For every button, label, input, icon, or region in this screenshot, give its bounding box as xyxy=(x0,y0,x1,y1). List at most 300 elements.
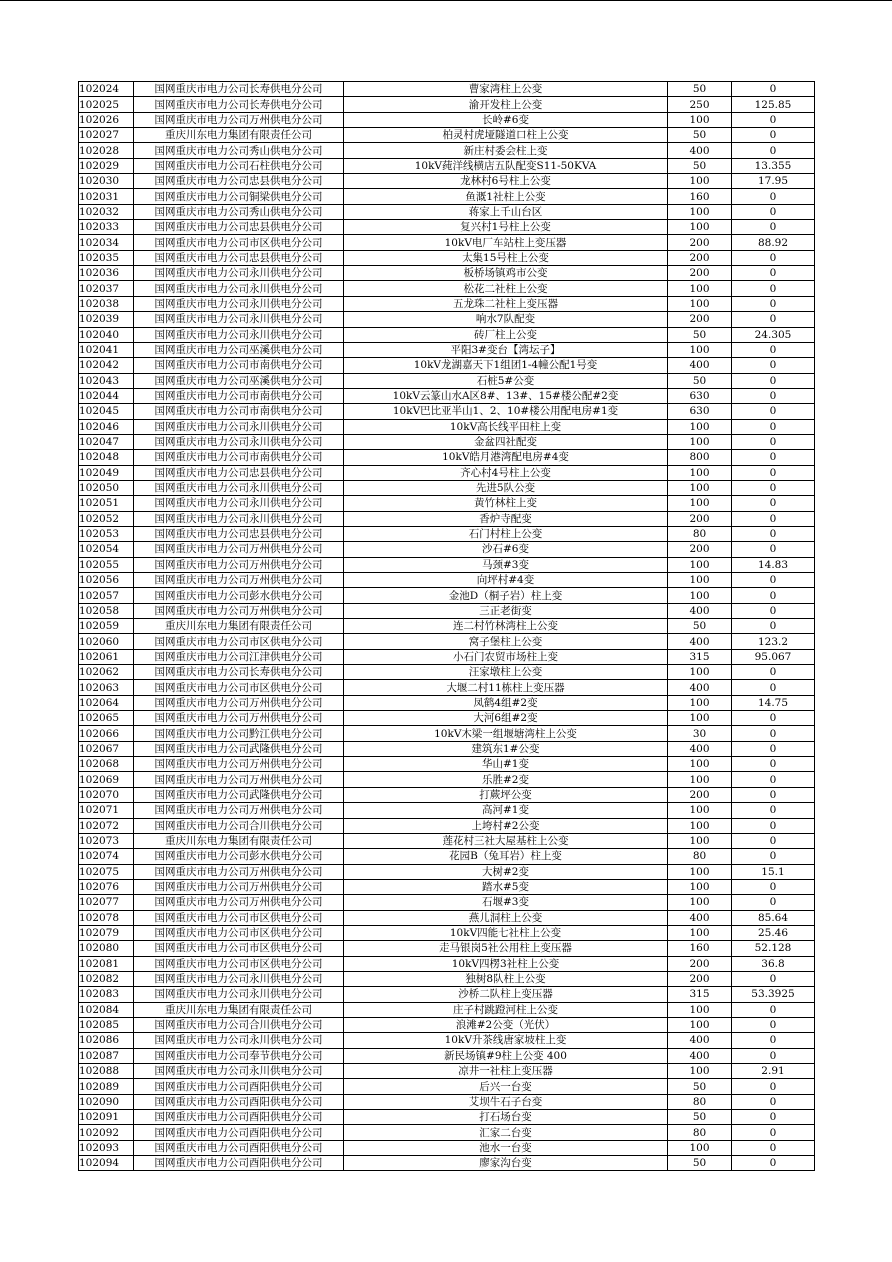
transformer-name-cell: 凉井一社柱上变压器 xyxy=(344,1064,668,1079)
record-id-cell: 102055 xyxy=(79,557,134,572)
table-row xyxy=(79,496,815,511)
company-cell: 国网重庆市电力公司永川供电分公司 xyxy=(134,496,344,511)
transformer-name-cell: 黄竹林柱上变 xyxy=(344,496,668,511)
transformer-name-cell: 曹家湾柱上公变 xyxy=(344,82,668,97)
company-cell: 国网重庆市电力公司市区供电分公司 xyxy=(134,680,344,695)
capacity-cell: 400 xyxy=(668,910,732,925)
capacity-cell: 100 xyxy=(668,296,732,311)
transformer-name-cell: 砖厂柱上公变 xyxy=(344,327,668,342)
load-cell: 0 xyxy=(732,542,815,557)
capacity-cell: 100 xyxy=(668,434,732,449)
load-cell: 0 xyxy=(732,373,815,388)
transformer-name-cell: 打石场台变 xyxy=(344,1110,668,1125)
record-id-cell: 102060 xyxy=(79,634,134,649)
record-id-cell: 102031 xyxy=(79,189,134,204)
capacity-cell: 160 xyxy=(668,189,732,204)
load-cell: 0 xyxy=(732,250,815,265)
company-cell: 国网重庆市电力公司市区供电分公司 xyxy=(134,941,344,956)
transformer-name-cell: 向坪村#4变 xyxy=(344,573,668,588)
record-id-cell: 102071 xyxy=(79,803,134,818)
company-cell: 国网重庆市电力公司忠县供电分公司 xyxy=(134,526,344,541)
company-cell: 国网重庆市电力公司永川供电分公司 xyxy=(134,327,344,342)
record-id-cell: 102085 xyxy=(79,1017,134,1032)
transformer-name-cell: 渝开发柱上公变 xyxy=(344,97,668,112)
company-cell: 国网重庆市电力公司永川供电分公司 xyxy=(134,419,344,434)
capacity-cell: 100 xyxy=(668,204,732,219)
transformer-name-cell: 10kV升茶线唐家坡柱上变 xyxy=(344,1033,668,1048)
company-cell: 国网重庆市电力公司市南供电分公司 xyxy=(134,450,344,465)
capacity-cell: 50 xyxy=(668,128,732,143)
record-id-cell: 102091 xyxy=(79,1110,134,1125)
capacity-cell: 100 xyxy=(668,925,732,940)
table-row xyxy=(79,358,815,373)
capacity-cell: 80 xyxy=(668,1094,732,1109)
capacity-cell: 200 xyxy=(668,266,732,281)
table-row xyxy=(79,680,815,695)
record-id-cell: 102059 xyxy=(79,619,134,634)
capacity-cell: 400 xyxy=(668,741,732,756)
record-id-cell: 102024 xyxy=(79,82,134,97)
record-id-cell: 102054 xyxy=(79,542,134,557)
transformer-name-cell: 大树#2变 xyxy=(344,864,668,879)
transformer-name-cell: 廖家沟台变 xyxy=(344,1156,668,1171)
record-id-cell: 102037 xyxy=(79,281,134,296)
capacity-cell: 200 xyxy=(668,511,732,526)
transformer-name-cell: 平阳3#变台【湾坛子】 xyxy=(344,342,668,357)
transformer-name-cell: 10kV巴比亚半山1、2、10#楼公用配电房#1变 xyxy=(344,404,668,419)
transformer-name-cell: 艾坝牛石子台变 xyxy=(344,1094,668,1109)
company-cell: 国网重庆市电力公司忠县供电分公司 xyxy=(134,174,344,189)
capacity-cell: 100 xyxy=(668,588,732,603)
table-row xyxy=(79,1017,815,1032)
page-top-border xyxy=(0,0,892,1)
load-cell: 123.2 xyxy=(732,634,815,649)
company-cell: 国网重庆市电力公司万州供电分公司 xyxy=(134,803,344,818)
transformer-name-cell: 10kV莼洋线横店五队配变S11-50KVA xyxy=(344,158,668,173)
capacity-cell: 100 xyxy=(668,818,732,833)
record-id-cell: 102066 xyxy=(79,726,134,741)
load-cell: 0 xyxy=(732,496,815,511)
company-cell: 国网重庆市电力公司万州供电分公司 xyxy=(134,864,344,879)
table-row xyxy=(79,465,815,480)
table-row xyxy=(79,204,815,219)
table-row xyxy=(79,128,815,143)
company-cell: 国网重庆市电力公司长寿供电分公司 xyxy=(134,82,344,97)
capacity-cell: 80 xyxy=(668,1125,732,1140)
transformer-name-cell: 10kV电厂车站柱上变压器 xyxy=(344,235,668,250)
capacity-cell: 30 xyxy=(668,726,732,741)
company-cell: 国网重庆市电力公司酉阳供电分公司 xyxy=(134,1125,344,1140)
load-cell: 0 xyxy=(732,480,815,495)
load-cell: 0 xyxy=(732,296,815,311)
table-row xyxy=(79,312,815,327)
record-id-cell: 102093 xyxy=(79,1140,134,1155)
transformer-name-cell: 独树8队柱上公变 xyxy=(344,971,668,986)
table-row xyxy=(79,542,815,557)
table-row xyxy=(79,434,815,449)
company-cell: 国网重庆市电力公司永川供电分公司 xyxy=(134,971,344,986)
capacity-cell: 100 xyxy=(668,281,732,296)
capacity-cell: 400 xyxy=(668,680,732,695)
transformer-name-cell: 大河6组#2变 xyxy=(344,711,668,726)
load-cell: 0 xyxy=(732,82,815,97)
capacity-cell: 100 xyxy=(668,220,732,235)
table-row xyxy=(79,557,815,572)
record-id-cell: 102061 xyxy=(79,649,134,664)
load-cell: 0 xyxy=(732,358,815,373)
load-cell: 0 xyxy=(732,526,815,541)
transformer-name-cell: 太集15号柱上公变 xyxy=(344,250,668,265)
load-cell: 0 xyxy=(732,342,815,357)
capacity-cell: 100 xyxy=(668,496,732,511)
transformer-name-cell: 复兴村1号柱上公变 xyxy=(344,220,668,235)
capacity-cell: 200 xyxy=(668,250,732,265)
company-cell: 国网重庆市电力公司忠县供电分公司 xyxy=(134,220,344,235)
load-cell: 0 xyxy=(732,204,815,219)
capacity-cell: 100 xyxy=(668,1002,732,1017)
capacity-cell: 100 xyxy=(668,665,732,680)
company-cell: 国网重庆市电力公司万州供电分公司 xyxy=(134,573,344,588)
record-id-cell: 102041 xyxy=(79,342,134,357)
capacity-cell: 50 xyxy=(668,327,732,342)
table-row xyxy=(79,526,815,541)
table-row xyxy=(79,695,815,710)
table-row xyxy=(79,619,815,634)
record-id-cell: 102043 xyxy=(79,373,134,388)
capacity-cell: 160 xyxy=(668,941,732,956)
load-cell: 0 xyxy=(732,726,815,741)
capacity-cell: 50 xyxy=(668,619,732,634)
transformer-name-cell: 新庄村委会柱上变 xyxy=(344,143,668,158)
capacity-cell: 200 xyxy=(668,235,732,250)
table-row xyxy=(79,818,815,833)
table-row xyxy=(79,158,815,173)
transformer-name-cell: 10kV云篆山水A区8#、13#、15#楼公配#2变 xyxy=(344,388,668,403)
load-cell: 0 xyxy=(732,1140,815,1155)
capacity-cell: 100 xyxy=(668,557,732,572)
record-id-cell: 102025 xyxy=(79,97,134,112)
transformer-name-cell: 马颈#3变 xyxy=(344,557,668,572)
table-row xyxy=(79,573,815,588)
transformer-name-cell: 10kV皓月港湾配电房#4变 xyxy=(344,450,668,465)
company-cell: 国网重庆市电力公司市区供电分公司 xyxy=(134,956,344,971)
company-cell: 国网重庆市电力公司武隆供电分公司 xyxy=(134,787,344,802)
company-cell: 国网重庆市电力公司江津供电分公司 xyxy=(134,649,344,664)
record-id-cell: 102057 xyxy=(79,588,134,603)
capacity-cell: 100 xyxy=(668,711,732,726)
load-cell: 0 xyxy=(732,1079,815,1094)
table-row xyxy=(79,342,815,357)
record-id-cell: 102062 xyxy=(79,665,134,680)
record-id-cell: 102078 xyxy=(79,910,134,925)
record-id-cell: 102090 xyxy=(79,1094,134,1109)
transformer-name-cell: 建筑东1#公变 xyxy=(344,741,668,756)
load-cell: 0 xyxy=(732,281,815,296)
company-cell: 国网重庆市电力公司石柱供电分公司 xyxy=(134,158,344,173)
load-cell: 0 xyxy=(732,465,815,480)
company-cell: 国网重庆市电力公司万州供电分公司 xyxy=(134,695,344,710)
load-cell: 0 xyxy=(732,849,815,864)
transformer-name-cell: 高河#1变 xyxy=(344,803,668,818)
record-id-cell: 102040 xyxy=(79,327,134,342)
company-cell: 国网重庆市电力公司永川供电分公司 xyxy=(134,312,344,327)
record-id-cell: 102045 xyxy=(79,404,134,419)
load-cell: 14.83 xyxy=(732,557,815,572)
load-cell: 0 xyxy=(732,665,815,680)
company-cell: 国网重庆市电力公司酉阳供电分公司 xyxy=(134,1079,344,1094)
load-cell: 0 xyxy=(732,711,815,726)
capacity-cell: 100 xyxy=(668,1064,732,1079)
capacity-cell: 200 xyxy=(668,971,732,986)
load-cell: 0 xyxy=(732,1033,815,1048)
transformer-name-cell: 10kV四能七社柱上公变 xyxy=(344,925,668,940)
record-id-cell: 102053 xyxy=(79,526,134,541)
record-id-cell: 102032 xyxy=(79,204,134,219)
transformer-name-cell: 10kV龙湖嘉天下1组团1-4幢公配1号变 xyxy=(344,358,668,373)
load-cell: 0 xyxy=(732,388,815,403)
record-id-cell: 102052 xyxy=(79,511,134,526)
company-cell: 国网重庆市电力公司永川供电分公司 xyxy=(134,266,344,281)
record-id-cell: 102068 xyxy=(79,757,134,772)
load-cell: 0 xyxy=(732,189,815,204)
record-id-cell: 102087 xyxy=(79,1048,134,1063)
record-id-cell: 102092 xyxy=(79,1125,134,1140)
company-cell: 国网重庆市电力公司万州供电分公司 xyxy=(134,557,344,572)
capacity-cell: 200 xyxy=(668,956,732,971)
capacity-cell: 100 xyxy=(668,419,732,434)
transformer-name-cell: 浪滩#2公变（光伏） xyxy=(344,1017,668,1032)
record-id-cell: 102036 xyxy=(79,266,134,281)
company-cell: 重庆川东电力集团有限责任公司 xyxy=(134,833,344,848)
load-cell: 53.3925 xyxy=(732,987,815,1002)
transformer-name-cell: 池水一台变 xyxy=(344,1140,668,1155)
company-cell: 国网重庆市电力公司黔江供电分公司 xyxy=(134,726,344,741)
transformer-name-cell: 小石门农贸市场柱上变 xyxy=(344,649,668,664)
record-id-cell: 102042 xyxy=(79,358,134,373)
load-cell: 95.067 xyxy=(732,649,815,664)
capacity-cell: 315 xyxy=(668,987,732,1002)
record-id-cell: 102051 xyxy=(79,496,134,511)
capacity-cell: 50 xyxy=(668,373,732,388)
company-cell: 国网重庆市电力公司忠县供电分公司 xyxy=(134,250,344,265)
table-row xyxy=(79,143,815,158)
company-cell: 国网重庆市电力公司永川供电分公司 xyxy=(134,511,344,526)
company-cell: 国网重庆市电力公司万州供电分公司 xyxy=(134,895,344,910)
capacity-cell: 100 xyxy=(668,772,732,787)
table-row xyxy=(79,987,815,1002)
load-cell: 25.46 xyxy=(732,925,815,940)
transformer-name-cell: 长岭#6变 xyxy=(344,112,668,127)
company-cell: 国网重庆市电力公司酉阳供电分公司 xyxy=(134,1094,344,1109)
company-cell: 国网重庆市电力公司合川供电分公司 xyxy=(134,818,344,833)
capacity-cell: 400 xyxy=(668,143,732,158)
company-cell: 国网重庆市电力公司巫溪供电分公司 xyxy=(134,373,344,388)
table-row xyxy=(79,480,815,495)
transformer-name-cell: 乐胜#2变 xyxy=(344,772,668,787)
capacity-cell: 400 xyxy=(668,603,732,618)
table-row xyxy=(79,1140,815,1155)
load-cell: 0 xyxy=(732,1002,815,1017)
load-cell: 0 xyxy=(732,128,815,143)
record-id-cell: 102039 xyxy=(79,312,134,327)
company-cell: 国网重庆市电力公司酉阳供电分公司 xyxy=(134,1140,344,1155)
load-cell: 0 xyxy=(732,1156,815,1171)
load-cell: 125.85 xyxy=(732,97,815,112)
record-id-cell: 102048 xyxy=(79,450,134,465)
company-cell: 国网重庆市电力公司彭水供电分公司 xyxy=(134,588,344,603)
transformer-table-body xyxy=(79,82,815,1171)
capacity-cell: 50 xyxy=(668,1156,732,1171)
table-row xyxy=(79,849,815,864)
transformer-name-cell: 汪家墩柱上公变 xyxy=(344,665,668,680)
capacity-cell: 200 xyxy=(668,787,732,802)
company-cell: 国网重庆市电力公司秀山供电分公司 xyxy=(134,204,344,219)
transformer-name-cell: 莲花村三社大屋基柱上公变 xyxy=(344,833,668,848)
record-id-cell: 102064 xyxy=(79,695,134,710)
capacity-cell: 400 xyxy=(668,358,732,373)
transformer-name-cell: 汇家二台变 xyxy=(344,1125,668,1140)
transformer-name-cell: 沙桥二队柱上变压器 xyxy=(344,987,668,1002)
company-cell: 国网重庆市电力公司万州供电分公司 xyxy=(134,112,344,127)
record-id-cell: 102094 xyxy=(79,1156,134,1171)
company-cell: 国网重庆市电力公司万州供电分公司 xyxy=(134,879,344,894)
transformer-name-cell: 连二村竹林湾柱上公变 xyxy=(344,619,668,634)
load-cell: 2.91 xyxy=(732,1064,815,1079)
record-id-cell: 102056 xyxy=(79,573,134,588)
transformer-name-cell: 鱼溉1社柱上公变 xyxy=(344,189,668,204)
load-cell: 0 xyxy=(732,680,815,695)
load-cell: 52.128 xyxy=(732,941,815,956)
load-cell: 0 xyxy=(732,1125,815,1140)
capacity-cell: 100 xyxy=(668,174,732,189)
transformer-name-cell: 金盆四社配变 xyxy=(344,434,668,449)
record-id-cell: 102027 xyxy=(79,128,134,143)
table-row xyxy=(79,97,815,112)
table-row xyxy=(79,511,815,526)
table-row xyxy=(79,711,815,726)
transformer-name-cell: 庄子村跳蹬河柱上公变 xyxy=(344,1002,668,1017)
transformer-name-cell: 上垮村#2公变 xyxy=(344,818,668,833)
transformer-name-cell: 花园B（兔耳岩）柱上变 xyxy=(344,849,668,864)
company-cell: 国网重庆市电力公司万州供电分公司 xyxy=(134,711,344,726)
company-cell: 国网重庆市电力公司市南供电分公司 xyxy=(134,388,344,403)
capacity-cell: 100 xyxy=(668,1140,732,1155)
company-cell: 国网重庆市电力公司万州供电分公司 xyxy=(134,772,344,787)
record-id-cell: 102070 xyxy=(79,787,134,802)
company-cell: 国网重庆市电力公司万州供电分公司 xyxy=(134,542,344,557)
record-id-cell: 102088 xyxy=(79,1064,134,1079)
transformer-name-cell: 五龙珠二社柱上变压器 xyxy=(344,296,668,311)
company-cell: 国网重庆市电力公司长寿供电分公司 xyxy=(134,665,344,680)
company-cell: 重庆川东电力集团有限责任公司 xyxy=(134,1002,344,1017)
load-cell: 17.95 xyxy=(732,174,815,189)
record-id-cell: 102089 xyxy=(79,1079,134,1094)
load-cell: 14.75 xyxy=(732,695,815,710)
load-cell: 0 xyxy=(732,588,815,603)
company-cell: 国网重庆市电力公司长寿供电分公司 xyxy=(134,97,344,112)
capacity-cell: 100 xyxy=(668,803,732,818)
capacity-cell: 400 xyxy=(668,1048,732,1063)
table-row xyxy=(79,1125,815,1140)
company-cell: 国网重庆市电力公司巫溪供电分公司 xyxy=(134,342,344,357)
table-row xyxy=(79,910,815,925)
capacity-cell: 100 xyxy=(668,695,732,710)
table-row xyxy=(79,189,815,204)
load-cell: 0 xyxy=(732,266,815,281)
capacity-cell: 100 xyxy=(668,833,732,848)
company-cell: 重庆川东电力集团有限责任公司 xyxy=(134,128,344,143)
transformer-name-cell: 10kV木梁一组堰塘湾柱上公变 xyxy=(344,726,668,741)
record-id-cell: 102026 xyxy=(79,112,134,127)
load-cell: 13.355 xyxy=(732,158,815,173)
capacity-cell: 80 xyxy=(668,849,732,864)
table-row xyxy=(79,281,815,296)
record-id-cell: 102047 xyxy=(79,434,134,449)
transformer-name-cell: 板桥场镇鸡市公变 xyxy=(344,266,668,281)
table-row xyxy=(79,634,815,649)
table-row xyxy=(79,266,815,281)
table-row xyxy=(79,603,815,618)
load-cell: 0 xyxy=(732,419,815,434)
capacity-cell: 630 xyxy=(668,388,732,403)
table-row xyxy=(79,757,815,772)
transformer-name-cell: 石堰#3变 xyxy=(344,895,668,910)
capacity-cell: 630 xyxy=(668,404,732,419)
transformer-name-cell: 沙石#6变 xyxy=(344,542,668,557)
transformer-name-cell: 凤鹤4组#2变 xyxy=(344,695,668,710)
company-cell: 国网重庆市电力公司秀山供电分公司 xyxy=(134,143,344,158)
company-cell: 国网重庆市电力公司万州供电分公司 xyxy=(134,757,344,772)
transformer-name-cell: 大堰二村11栋柱上变压器 xyxy=(344,680,668,695)
load-cell: 0 xyxy=(732,220,815,235)
company-cell: 国网重庆市电力公司武隆供电分公司 xyxy=(134,741,344,756)
capacity-cell: 250 xyxy=(668,97,732,112)
table-row xyxy=(79,112,815,127)
record-id-cell: 102076 xyxy=(79,879,134,894)
company-cell: 国网重庆市电力公司永川供电分公司 xyxy=(134,281,344,296)
table-row xyxy=(79,895,815,910)
capacity-cell: 100 xyxy=(668,573,732,588)
capacity-cell: 100 xyxy=(668,342,732,357)
record-id-cell: 102077 xyxy=(79,895,134,910)
record-id-cell: 102081 xyxy=(79,956,134,971)
table-row xyxy=(79,741,815,756)
company-cell: 国网重庆市电力公司合川供电分公司 xyxy=(134,1017,344,1032)
record-id-cell: 102069 xyxy=(79,772,134,787)
record-id-cell: 102049 xyxy=(79,465,134,480)
load-cell: 0 xyxy=(732,603,815,618)
record-id-cell: 102067 xyxy=(79,741,134,756)
table-row xyxy=(79,787,815,802)
company-cell: 国网重庆市电力公司永川供电分公司 xyxy=(134,1064,344,1079)
table-row xyxy=(79,665,815,680)
company-cell: 重庆川东电力集团有限责任公司 xyxy=(134,619,344,634)
load-cell: 0 xyxy=(732,1048,815,1063)
table-row xyxy=(79,803,815,818)
table-row xyxy=(79,419,815,434)
table-row xyxy=(79,879,815,894)
load-cell: 0 xyxy=(732,757,815,772)
company-cell: 国网重庆市电力公司永川供电分公司 xyxy=(134,987,344,1002)
load-cell: 0 xyxy=(732,741,815,756)
record-id-cell: 102074 xyxy=(79,849,134,864)
capacity-cell: 50 xyxy=(668,1110,732,1125)
transformer-name-cell: 松花二社柱上公变 xyxy=(344,281,668,296)
table-row xyxy=(79,1002,815,1017)
load-cell: 0 xyxy=(732,619,815,634)
load-cell: 0 xyxy=(732,450,815,465)
table-row xyxy=(79,726,815,741)
